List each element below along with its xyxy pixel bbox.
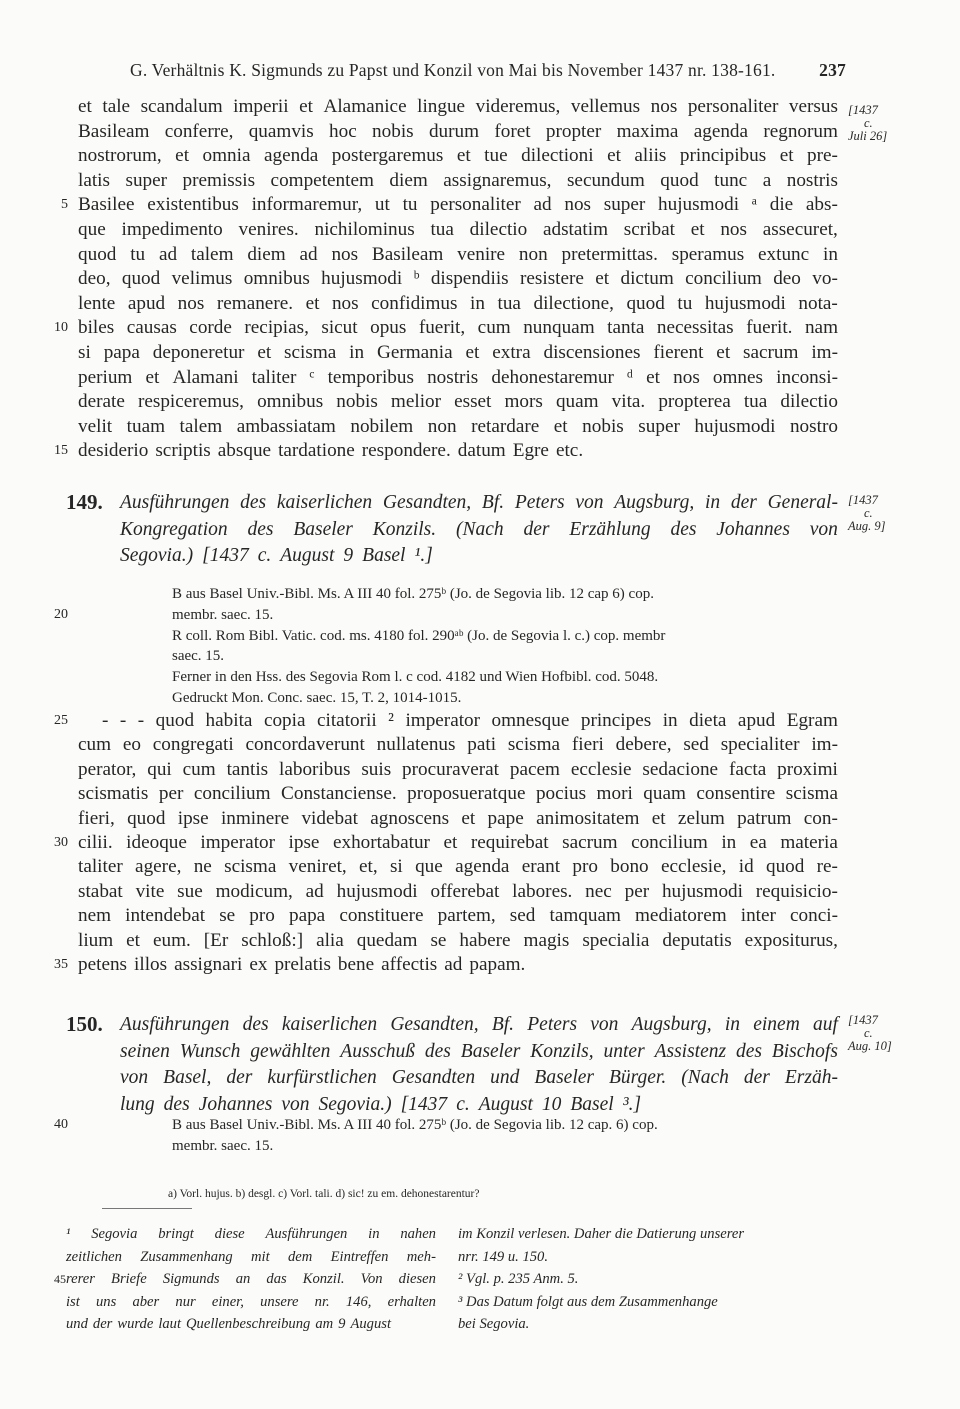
doc-149-text-line: nem intendebat se pro papa constituere partem, sed tamquam mediatorem inter conci- (78, 905, 838, 927)
doc-149-source-line: saec. 15. (172, 648, 225, 665)
footnote-line: im Konzil verlesen. Daher die Datierung unserer (458, 1226, 745, 1242)
doc-149-heading-line: Segovia.) [1437 c. August 9 Basel ¹.] (120, 545, 433, 566)
footnote-line: nrr. 149 u. 150. (458, 1248, 549, 1265)
doc-149-source-line: R coll. Rom Bibl. Vatic. cod. ms. 4180 fol. 290ᵃᵇ (Jo. de Segovia l. c.) cop. membr (172, 627, 666, 644)
footnote-line: bei Segovia. (458, 1316, 530, 1332)
footnote-line: und der wurde laut Quellenbeschreibung am 9 August (66, 1316, 391, 1332)
letter-line: si papa deponeretur et scisma in Germania et extra discensiones fierent et sacrum im- (78, 342, 838, 363)
footnote-line: rerer Briefe Sigmunds an das Konzil. Von diesen (66, 1271, 436, 1287)
letter-line: lente apud nos remanere. et nos confidimus in tua dilectione, quod tu hujusmodi nota- (78, 292, 838, 314)
line-number: 5 (61, 197, 68, 213)
running-header (130, 60, 846, 81)
line-number: 20 (54, 606, 68, 622)
line-number: 45 (54, 1272, 66, 1286)
doc-149-text-line: cum eo congregati concordaverunt nullatenus pati scisma fieri debere, sed specialiter im- (78, 734, 838, 756)
letter-line: Basileam conferre, quamvis hoc nobis durum foret propter maxima agenda regnorum (78, 120, 838, 142)
line-number: 30 (54, 835, 68, 850)
page-number: 237 (819, 60, 846, 80)
footnote-line: ¹ Segovia bringt diese Ausführungen in nahen (66, 1226, 436, 1242)
letter-line: Basilee existentibus informaremur, ut tu personaliter ad nos super hujusmodi ᵃ die abs- (78, 194, 838, 216)
doc-149-heading-line: Kongregation des Baseler Konzils. (Nach der Erzählung des Johannes von (120, 518, 838, 540)
textual-notes: a) Vorl. hujus. b) desgl. c) Vorl. tali. d) sic! zu em. dehonestarentur? (168, 1188, 480, 1200)
doc-149-text-line: fieri, quod ipse inminere videbat agnoscens et pape animositatem et zelum patrum con- (78, 807, 838, 829)
doc-149-source-line: Gedruckt Mon. Conc. saec. 15, T. 2, 1014-1015. (172, 690, 462, 706)
line-number: 35 (54, 957, 68, 972)
doc-150-heading-line: von Basel, der kurfürstlichen Gesandten und Baseler Bürger. (Nach der Erzäh- (120, 1067, 838, 1088)
line-number: 15 (54, 443, 68, 459)
letter-line: deo, quod velimus omnibus hujusmodi ᵇ dispendiis resistere et dictum concilium deo vo- (78, 268, 838, 290)
footnote-line: ² Vgl. p. 235 Anm. 5. (458, 1271, 579, 1287)
running-header-title: G. Verhältnis K. Sigmunds zu Papst und Konzil von Mai bis November 1437 nr. 138-161. (130, 60, 776, 80)
doc-150-source-line: membr. saec. 15. (172, 1137, 274, 1154)
line-number: 10 (54, 320, 68, 336)
doc-149-number: 149. (66, 490, 103, 514)
letter-line: desiderio scriptis absque tardatione respondere. datum Egre etc. (78, 440, 584, 462)
line-number: 40 (54, 1117, 68, 1132)
letter-line: derate respiceremus, omnibus nobis melior esset mors quam vita. propterea tua dilectio (78, 391, 838, 413)
doc-149-heading-line: Ausführungen des kaiserlichen Gesandten, Bf. Peters von Augsburg, in der General- (120, 492, 838, 513)
letter-line: que impedimento venires. nichilominus tua dilectio adstatim scribat et nos assecuret, (78, 219, 838, 240)
doc-149-text-line: taliter agere, ne scisma veniret, et, si que agenda erant pro bono ecclesie, id quod re- (78, 856, 838, 878)
doc-150-source-line: B aus Basel Univ.-Bibl. Ms. A III 40 fol. 275ᵇ (Jo. de Segovia lib. 12 cap. 6) cop. (172, 1117, 658, 1133)
doc-149-source-line: B aus Basel Univ.-Bibl. Ms. A III 40 fol. 275ᵇ (Jo. de Segovia lib. 12 cap 6) cop. (172, 586, 654, 602)
doc-149-source-line: membr. saec. 15. (172, 606, 274, 623)
doc-150-heading-line: seinen Wunsch gewählten Ausschuß des Baseler Konzils, unter Assistenz des Bischofs (120, 1040, 838, 1062)
doc-149-text-line: scismatis per concilium Constanciense. proposueratque pocius mori quam consentire scisma (78, 783, 838, 805)
doc-150-heading-line: lung des Johannes von Segovia.) [1437 c. August 10 Basel ³.] (120, 1093, 642, 1115)
letter-line: biles causas corde recipias, sicut opus fuerit, cum nunquam tanta necessitas fuerit. nam (78, 317, 838, 339)
letter-line: et tale scandalum imperii et Alamanice lingue videremus, vellemus nos personaliter versus (78, 96, 838, 117)
line-number: 25 (54, 713, 68, 728)
footnote-rule (102, 1208, 192, 1209)
doc-149-text-line: - - - quod habita copia citatorii ² imperator omnesque principes in dieta apud Egram (102, 710, 838, 731)
footnote-line: zeitlichen Zusammenhang mit dem Eintreffen meh- (66, 1248, 436, 1265)
footnote-line: ³ Das Datum folgt aus dem Zusammenhange (458, 1293, 718, 1310)
margin-note-149: [1437 c. Aug. 9] (848, 493, 886, 533)
margin-note-150: [1437 c. Aug. 10] (848, 1013, 892, 1053)
doc-150-number: 150. (66, 1012, 103, 1036)
doc-149-text-line: petens illos assignari ex prelatis bene affectis ad papam. (78, 954, 526, 975)
footnote-line: ist uns aber nur einer, unsere nr. 146, erhalten (66, 1293, 436, 1310)
doc-150-heading-line: Ausführungen des kaiserlichen Gesandten, Bf. Peters von Augsburg, in einem auf (120, 1014, 838, 1035)
doc-149-text-line: perator, qui cum tantis laboribus suis procuraverat pacem ecclesie sedacione facta proximi (78, 758, 838, 780)
doc-149-text-line: cilii. ideoque imperator ipse exhortabatur et requirebat sacrum concilium in ea materia (78, 832, 838, 853)
letter-line: nostrorum, et omnia agenda postergaremus et tue dilectioni et aliis principibus et pre- (78, 145, 838, 167)
letter-line: perium et Alamani taliter ᶜ temporibus nostris dehonestaremur ᵈ et nos omnes inconsi- (78, 366, 838, 388)
letter-line: velit tuam talem ambassiatam nobilem non retardare et nobis super hujusmodi nostro (78, 415, 838, 437)
doc-149-text-line: stabat vite sue modicum, ad hujusmodi offerebat labores. nec per hujusmodi requisicio- (78, 880, 838, 902)
margin-note-letter: [1437 c. Juli 26] (848, 103, 888, 143)
doc-149-text-line: lium et eum. [Er schloß:] alia quedam se habere magis specialia deputatis expositurus, (78, 929, 838, 951)
letter-line: quod tu ad talem diem ad nos Basileam venire non pretermittas. speramus extunc in (78, 243, 838, 265)
letter-line: latis super premissis competentem diem assignaremus, secundum quod tunc a nostris (78, 169, 838, 191)
doc-149-source-line: Ferner in den Hss. des Segovia Rom l. c cod. 4182 und Wien Hofbibl. cod. 5048. (172, 669, 659, 686)
